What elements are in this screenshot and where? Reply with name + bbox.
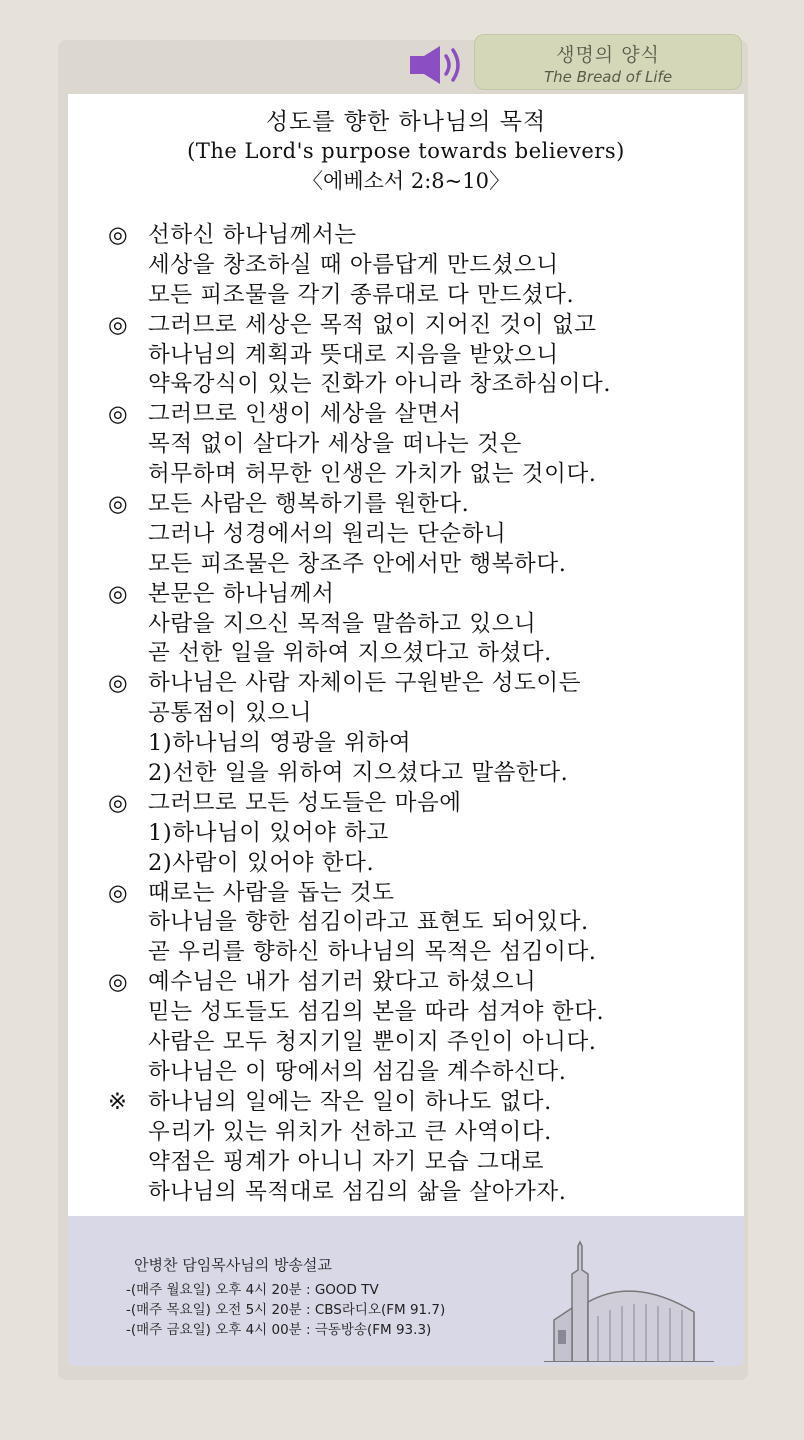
sermon-line — [108, 1028, 738, 1058]
sermon-line — [108, 1088, 738, 1118]
speaker-icon[interactable] — [404, 42, 466, 88]
sermon-line — [108, 251, 738, 281]
sermon-line-text: 믿는 성도들도 섬김의 본을 따라 섬겨야 한다. — [148, 999, 605, 1026]
sermon-line-text: 약점은 핑계가 아니니 자기 모습 그대로 — [148, 1148, 545, 1175]
sermon-line-text: 2)사람이 있어야 한다. — [148, 849, 375, 876]
sermon-line — [108, 699, 738, 729]
sermon-line-text: 본문은 하나님께서 — [148, 580, 335, 607]
sermon-line — [108, 400, 738, 430]
sermon-line-text: 약육강식이 있는 진화가 아니라 창조하심이다. — [148, 371, 612, 398]
sermon-line-text: 우리가 있는 위치가 선하고 큰 사역이다. — [148, 1118, 552, 1145]
sermon-line — [108, 759, 738, 789]
sermon-line — [108, 1148, 738, 1178]
sermon-line — [108, 998, 738, 1028]
bullet-mark: ◎ — [108, 969, 129, 996]
sermon-line — [108, 221, 738, 251]
sermon-line — [108, 490, 738, 520]
schedule-friday: -(매주 금요일) 오후 4시 00분 : 극동방송(FM 93.3) — [126, 1322, 432, 1338]
sermon-line — [108, 1118, 738, 1148]
sermon-line — [108, 580, 738, 610]
sermon-line — [108, 938, 738, 968]
sermon-line — [108, 729, 738, 759]
sermon-line-text: 허무하며 허무한 인생은 가치가 없는 것이다. — [148, 461, 597, 488]
schedule-thursday: -(매주 목요일) 오전 5시 20분 : CBS라디오(FM 91.7) — [126, 1302, 446, 1318]
sermon-line — [108, 789, 738, 819]
sermon-line-text: 하나님의 목적대로 섬김의 삶을 살아가자. — [148, 1178, 567, 1205]
sermon-line-text: 곧 우리를 향하신 하나님의 목적은 섬김이다. — [148, 939, 597, 966]
bullet-mark: ◎ — [108, 580, 129, 607]
bullet-mark: ◎ — [108, 401, 129, 428]
sermon-line-text: 사람은 모두 청지기일 뿐이지 주인이 아니다. — [148, 1029, 597, 1056]
sermon-line-text: 2)선한 일을 위하여 지으셨다고 말씀한다. — [148, 760, 569, 787]
sermon-title: 성도를 향한 하나님의 목적 — [265, 109, 547, 135]
sermon-line-text: 하나님은 사람 자체이든 구원받은 성도이든 — [148, 670, 582, 697]
bullet-mark: ◎ — [108, 670, 129, 697]
sermon-line-text: 그러므로 모든 성도들은 마음에 — [148, 789, 462, 816]
bullet-mark: ※ — [108, 1088, 128, 1115]
sermon-line — [108, 908, 738, 938]
scripture-reference: 〈에베소서 2:8~10〉 — [302, 169, 510, 193]
sermon-line — [108, 849, 738, 879]
sermon-line-text: 하나님은 이 땅에서의 섬김을 계수하신다. — [148, 1058, 567, 1085]
sermon-line — [108, 669, 738, 699]
sermon-line-text: 선하신 하나님께서는 — [148, 222, 357, 248]
sermon-line-text: 예수님은 내가 섬기러 왔다고 하셨으니 — [148, 969, 537, 996]
broadcast-footer — [68, 1216, 744, 1366]
sermon-line-text: 세상을 창조하실 때 아름답게 만드셨으니 — [148, 251, 559, 278]
bullet-mark: ◎ — [108, 491, 129, 518]
sermon-line — [108, 1058, 738, 1088]
sermon-line-text: 모든 피조물은 창조주 안에서만 행복하다. — [148, 550, 567, 577]
sermon-body — [108, 221, 738, 1207]
sermon-line-text: 하나님을 향한 섬김이라고 표현도 되어있다. — [148, 909, 589, 936]
sermon-line — [108, 819, 738, 849]
bullet-mark: ◎ — [108, 222, 129, 248]
sermon-line-text: 목적 없이 살다가 세상을 떠나는 것은 — [148, 431, 522, 458]
sermon-line-text: 하나님의 일에는 작은 일이 하나도 없다. — [148, 1088, 552, 1115]
church-illustration — [544, 1238, 714, 1362]
sermon-line-text: 모든 사람은 행복하기를 원한다. — [148, 491, 470, 518]
sermon-line — [108, 281, 738, 311]
bread-of-life-badge — [474, 34, 742, 90]
sermon-line — [108, 879, 738, 909]
sermon-line-text: 사람을 지으신 목적을 말씀하고 있으니 — [148, 610, 537, 637]
sermon-line-text: 공통점이 있으니 — [148, 700, 313, 727]
sermon-line — [108, 370, 738, 400]
sermon-line-text: 그러나 성경에서의 원리는 단순하니 — [148, 520, 507, 547]
bullet-mark: ◎ — [108, 879, 129, 906]
sermon-line-text: 1)하나님의 영광을 위하여 — [148, 730, 412, 757]
schedule-monday: -(매주 월요일) 오후 4시 20분 : GOOD TV — [126, 1282, 379, 1298]
sermon-line-text: 곧 선한 일을 위하여 지으셨다고 하셨다. — [148, 640, 552, 667]
sermon-line — [108, 610, 738, 640]
sermon-line-text: 하나님의 계획과 뜻대로 지음을 받았으니 — [148, 341, 559, 368]
sermon-line-text: 모든 피조물을 각기 종류대로 다 만드셨다. — [148, 281, 575, 308]
sermon-line — [108, 1178, 738, 1208]
sermon-line-text: 그러므로 세상은 목적 없이 지어진 것이 없고 — [148, 311, 597, 338]
sermon-line — [108, 968, 738, 998]
sermon-subtitle: (The Lord's purpose towards believers) — [187, 139, 625, 163]
sermon-line — [108, 430, 738, 460]
sermon-line — [108, 520, 738, 550]
sermon-line-text: 1)하나님이 있어야 하고 — [148, 819, 389, 846]
sermon-line — [108, 341, 738, 371]
sermon-line — [108, 460, 738, 490]
bullet-mark: ◎ — [108, 789, 129, 816]
broadcast-heading: 안병찬 담임목사님의 방송설교 — [134, 1256, 332, 1274]
badge-english: The Bread of Life — [543, 68, 673, 86]
sermon-sheet — [68, 94, 744, 1216]
sermon-line — [108, 550, 738, 580]
badge-korean: 생명의 양식 — [556, 44, 660, 66]
sermon-line-text: 때로는 사람을 돕는 것도 — [148, 879, 395, 906]
bullet-mark: ◎ — [108, 311, 129, 338]
sermon-line — [108, 311, 738, 341]
sermon-line-text: 그러므로 인생이 세상을 살면서 — [148, 401, 462, 428]
sermon-line — [108, 639, 738, 669]
